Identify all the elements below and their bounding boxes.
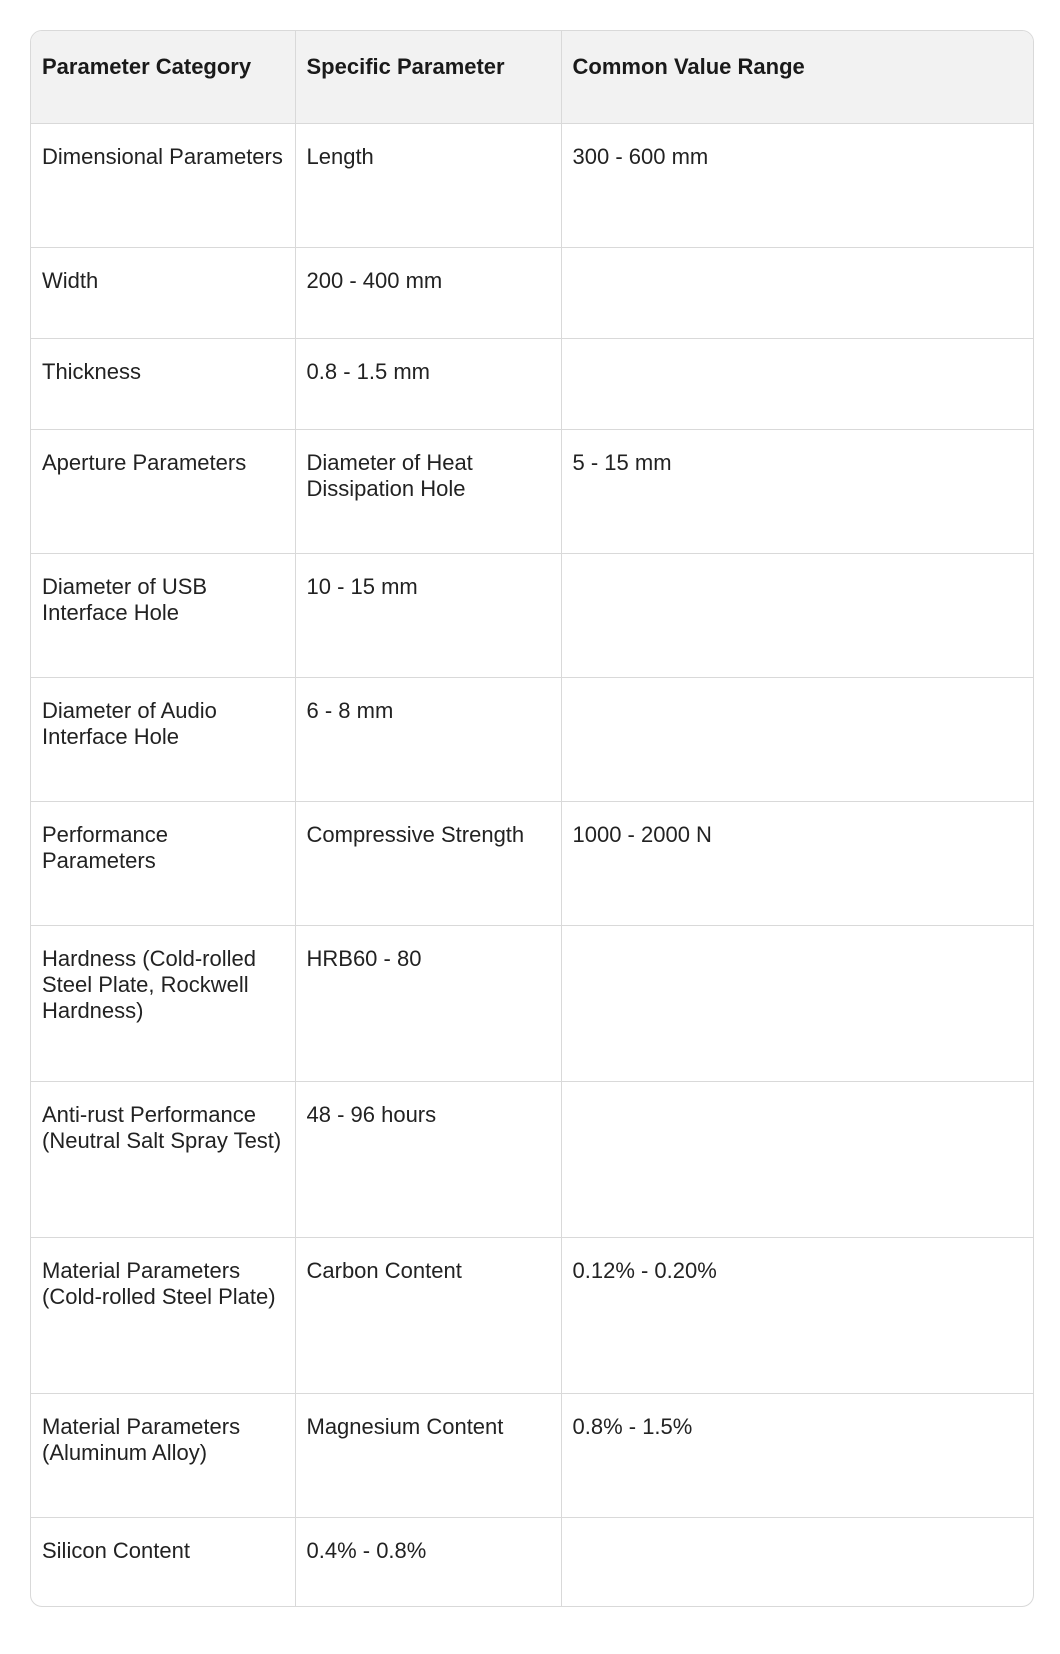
- cell-value-range: [561, 677, 1033, 801]
- cell-parameter: Compressive Strength: [295, 801, 561, 925]
- table-row: [31, 1517, 1033, 1606]
- cell-parameter: Magnesium Content: [295, 1393, 561, 1517]
- cell-category: Material Parameters (Cold-rolled Steel Plate): [31, 1237, 295, 1393]
- cell-parameter: 48 - 96 hours: [295, 1081, 561, 1237]
- cell-value-range: [561, 1081, 1033, 1237]
- table-row: [31, 801, 1033, 925]
- table-row: [31, 677, 1033, 801]
- parameter-table: [31, 31, 1033, 1606]
- cell-category: Dimensional Parameters: [31, 123, 295, 247]
- header-specific-parameter: Specific Parameter: [295, 31, 561, 123]
- table-row: [31, 1237, 1033, 1393]
- cell-category: Hardness (Cold-rolled Steel Plate, Rockwell Hardness): [31, 925, 295, 1081]
- cell-parameter: Carbon Content: [295, 1237, 561, 1393]
- cell-parameter: 200 - 400 mm: [295, 247, 561, 338]
- cell-value-range: 1000 - 2000 N: [561, 801, 1033, 925]
- table-row: [31, 1393, 1033, 1517]
- table-header-row: [31, 31, 1033, 123]
- table-row: [31, 429, 1033, 553]
- cell-category: Material Parameters (Aluminum Alloy): [31, 1393, 295, 1517]
- cell-parameter: Diameter of Heat Dissipation Hole: [295, 429, 561, 553]
- cell-category: Diameter of Audio Interface Hole: [31, 677, 295, 801]
- table-row: [31, 247, 1033, 338]
- cell-parameter: HRB60 - 80: [295, 925, 561, 1081]
- cell-value-range: 300 - 600 mm: [561, 123, 1033, 247]
- table-row: [31, 553, 1033, 677]
- cell-value-range: 5 - 15 mm: [561, 429, 1033, 553]
- cell-category: Aperture Parameters: [31, 429, 295, 553]
- table-row: [31, 338, 1033, 429]
- table-row: [31, 1081, 1033, 1237]
- cell-parameter: 0.8 - 1.5 mm: [295, 338, 561, 429]
- cell-value-range: [561, 1517, 1033, 1606]
- cell-value-range: 0.8% - 1.5%: [561, 1393, 1033, 1517]
- cell-value-range: [561, 553, 1033, 677]
- cell-category: Anti-rust Performance (Neutral Salt Spray Test): [31, 1081, 295, 1237]
- table-row: [31, 925, 1033, 1081]
- cell-value-range: [561, 247, 1033, 338]
- cell-category: Width: [31, 247, 295, 338]
- cell-value-range: [561, 338, 1033, 429]
- cell-value-range: [561, 925, 1033, 1081]
- cell-category: Diameter of USB Interface Hole: [31, 553, 295, 677]
- parameter-table-container: [30, 30, 1034, 1607]
- cell-parameter: Length: [295, 123, 561, 247]
- cell-value-range: 0.12% - 0.20%: [561, 1237, 1033, 1393]
- cell-parameter: 6 - 8 mm: [295, 677, 561, 801]
- cell-parameter: 10 - 15 mm: [295, 553, 561, 677]
- cell-parameter: 0.4% - 0.8%: [295, 1517, 561, 1606]
- header-parameter-category: Parameter Category: [31, 31, 295, 123]
- cell-category: Performance Parameters: [31, 801, 295, 925]
- cell-category: Thickness: [31, 338, 295, 429]
- header-common-value-range: Common Value Range: [561, 31, 1033, 123]
- cell-category: Silicon Content: [31, 1517, 295, 1606]
- table-row: [31, 123, 1033, 247]
